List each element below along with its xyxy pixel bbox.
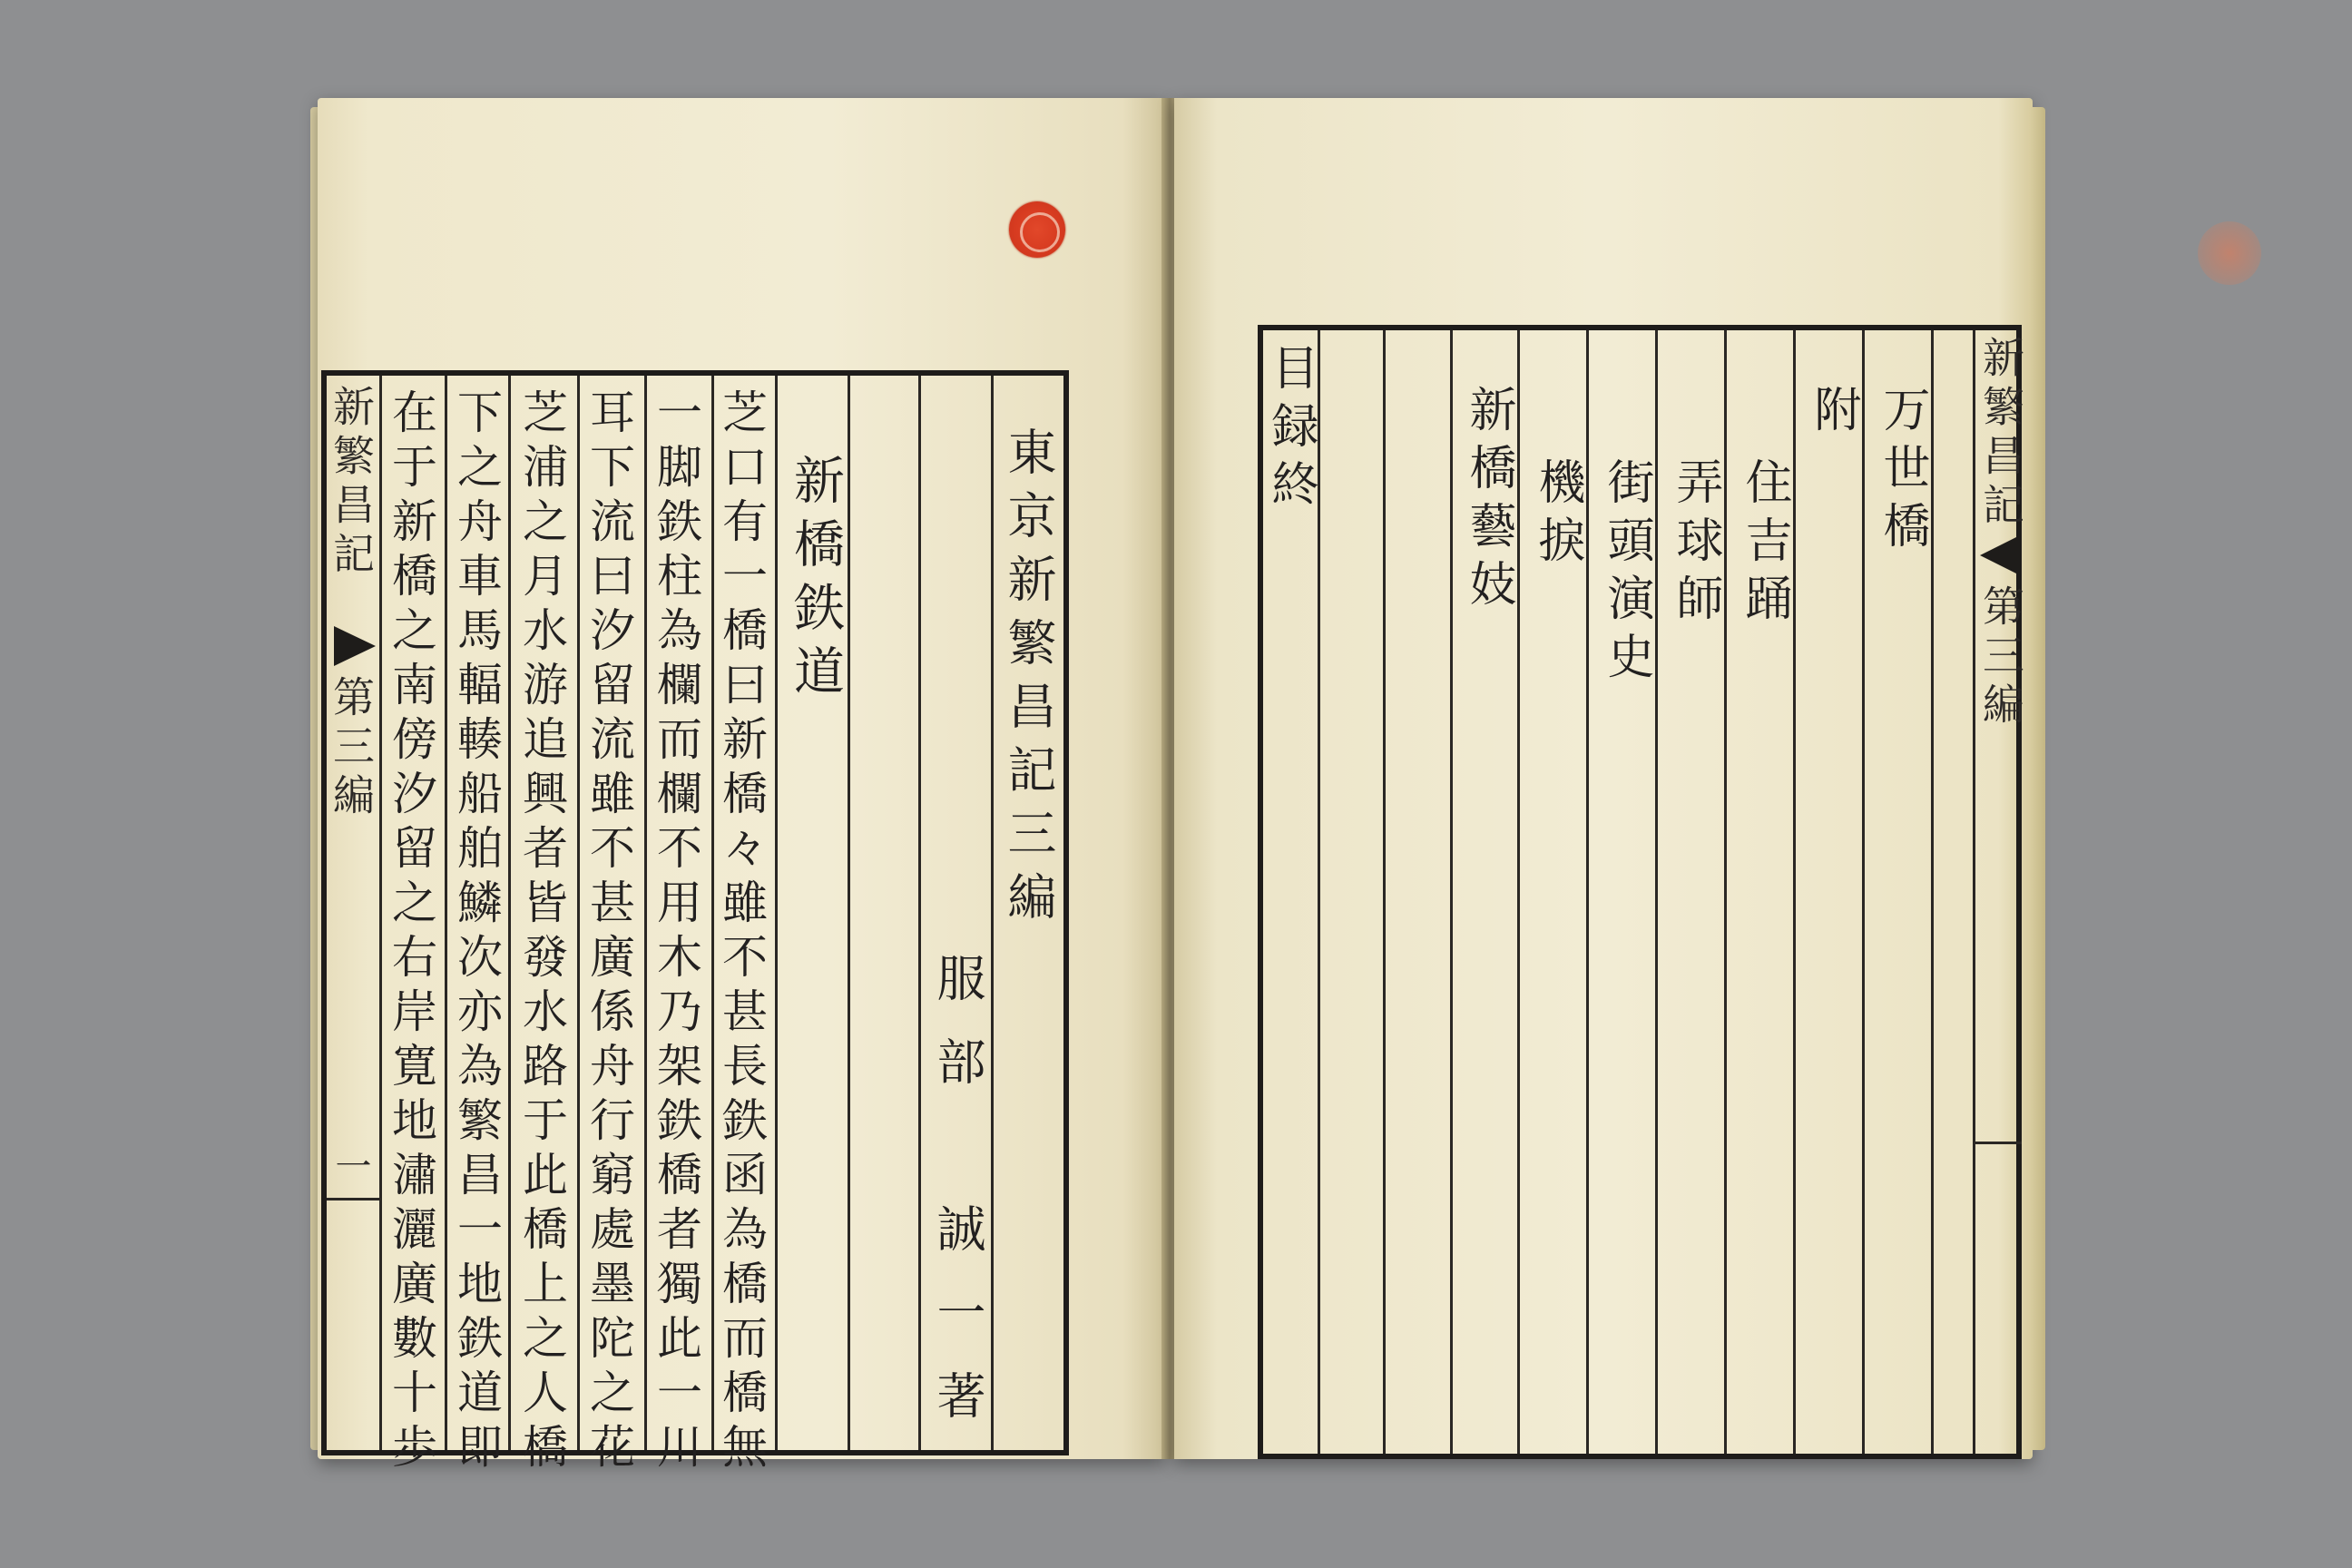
body-column: 芝浦之月水游追興者皆發水路于此橋上之人橋 (515, 388, 568, 1477)
toc-entry: 附 (1806, 385, 1860, 443)
toc-end-mark: 目録終 (1263, 343, 1318, 517)
column-rule (848, 376, 850, 1450)
toc-entry: 街頭演史 (1599, 457, 1653, 690)
collector-seal-red (1009, 201, 1065, 258)
margin-title: 新繁昌記 (327, 385, 376, 581)
margin-rule-lower (327, 1198, 381, 1200)
margin-rule-lower (1973, 1142, 2022, 1144)
column-rule (1793, 330, 1796, 1454)
body-column: 耳下流曰汐留流雖不甚廣係舟行窮處墨陀之花 (583, 388, 635, 1477)
column-rule (1724, 330, 1727, 1454)
column-rule (1655, 330, 1658, 1454)
fish-tail-mark (1980, 535, 2020, 575)
column-rule (991, 376, 994, 1450)
toc-entry: 住吉踊 (1737, 457, 1791, 632)
column-rule (508, 376, 511, 1450)
margin-volume: 第三編 (1976, 584, 2025, 731)
book-title: 東京新繁昌記三編 (1000, 426, 1057, 935)
body-column: 一脚鉄柱為欄而欄不用木乃架鉄橋者獨此一川 (650, 388, 702, 1477)
author-credit: 服部 誠一著 (929, 953, 986, 1454)
toc-entry: 万世橋 (1875, 385, 1929, 559)
column-rule (445, 376, 447, 1450)
column-rule (711, 376, 714, 1450)
column-rule (918, 376, 921, 1450)
margin-rule (379, 376, 382, 1450)
margin-rule (1973, 330, 1975, 1454)
margin-title: 新繁昌記 (1976, 336, 2025, 532)
body-column: 下之舟車馬輻輳船舶鱗次亦為繁昌一地鉄道即 (450, 388, 503, 1477)
column-rule (1931, 330, 1934, 1454)
toc-entry: 弄球師 (1668, 457, 1722, 632)
margin-volume: 第三編 (327, 675, 376, 822)
right-text-frame (1258, 325, 2025, 1459)
section-heading: 新橋鉄道 (786, 454, 845, 708)
column-rule (1862, 330, 1865, 1454)
faded-seal (2198, 221, 2261, 285)
column-rule (577, 376, 580, 1450)
toc-entry: 機捩 (1530, 457, 1584, 573)
column-rule (1517, 330, 1520, 1454)
column-rule (1318, 330, 1320, 1454)
body-column: 在于新橋之南傍汐留之右岸寛地潚灑廣數十歩 (385, 388, 437, 1477)
right-page-edge (2031, 107, 2045, 1450)
body-column: 芝口有一橋曰新橋々雖不甚長鉄函為橋而橋無 (715, 388, 768, 1477)
column-rule (1383, 330, 1386, 1454)
left-text-frame (321, 370, 1069, 1477)
column-rule (1450, 330, 1453, 1454)
toc-entry: 新橋藝妓 (1461, 385, 1515, 617)
column-rule (644, 376, 647, 1450)
fish-tail-mark (334, 626, 376, 666)
column-rule (1586, 330, 1589, 1454)
open-book (318, 98, 2042, 1514)
column-rule (775, 376, 778, 1450)
left-page (318, 98, 1165, 1477)
margin-page-number: 一 (329, 1147, 371, 1191)
